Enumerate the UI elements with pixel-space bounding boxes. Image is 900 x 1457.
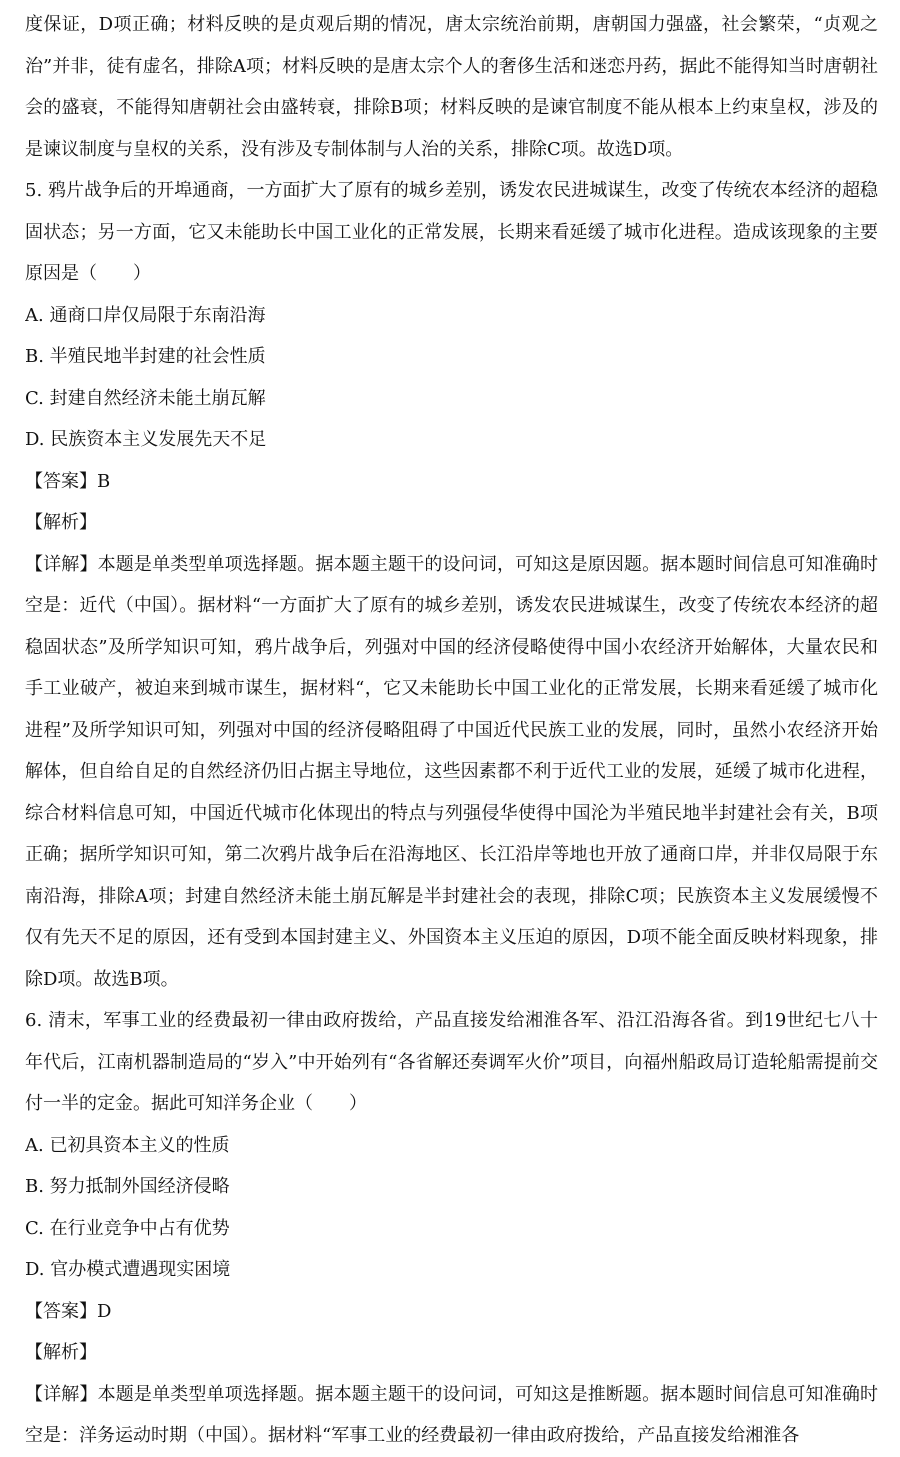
question-6-stem: 6. 清末，军事工业的经费最初一律由政府拨给，产品直接发给湘淮各军、沿江沿海各省。到19世纪七八十年代后，江南机器制造局的“岁入”中开始列有“各省解还奏调军火价”项目，向福州船政局订造轮船需提前交付一半的定金。据此可知洋务企业（ ） <box>25 1010 878 1114</box>
question-6-option-c: C. 在行业竞争中占有优势 <box>25 1217 230 1239</box>
question-5-option-d: D. 民族资本主义发展先天不足 <box>25 429 267 450</box>
question-6-detail: 【详解】本题是单类型单项选择题。据本题主题干的设问词，可知这是推断题。据本题时间信息可知准确时空是：洋务运动时期（中国）。据材料“军事工业的经费最初一律由政府拨给，产品直接发给湘淮各 <box>25 1383 878 1446</box>
previous-explanation-tail: 度保证，D项正确；材料反映的是贞观后期的情况，唐太宗统治前期，唐朝国力强盛，社会繁荣，“贞观之治”并非，徒有虚名，排除A项；材料反映的是唐太宗个人的奢侈生活和迷恋丹药，据此不能得知当时唐朝社会的盛衰，不能得知唐朝社会由盛转衰，排除B项；材料反映的是谏官制度不能从根本上约束皇权，涉及的是谏议制度与皇权的关系，没有涉及专制体制与人治的关系，排除C项。故选D项。 <box>25 14 878 160</box>
question-5-answer: 【答案】B <box>25 470 111 492</box>
question-6-analysis-label: 【解析】 <box>25 1342 97 1363</box>
question-5-detail: 【详解】本题是单类型单项选择题。据本题主题干的设问词，可知这是原因题。据本题时间信息可知准确时空是：近代（中国）。据材料“一方面扩大了原有的城乡差别，诱发农民进城谋生，改变了传统农本经济的超稳固状态”及所学知识可知，鸦片战争后，列强对中国的经济侵略使得中国小农经济开始解体，大量农民和手工业破产，被迫来到城市谋生，据材料“，它又未能助长中国工业化的正常发展，长期来看延缓了城市化进程”及所学知识可知，列强对中国的经济侵略阻碍了中国近代民族工业的发展，同时，虽然小农经济开始解体，但自给自足的自然经济仍旧占据主导地位，这些因素都不利于近代工业的发展，延缓了城市化进程，综合材料信息可知，中国近代城市化体现出的特点与列强侵华使得中国沦为半殖民地半封建社会有关，B项正确；据所学知识可知，第二次鸦片战争后在沿海地区、长江沿岸等地也开放了通商口岸，并非仅局限于东南沿海，排除A项；封建自然经济未能土崩瓦解是半封建社会的表现，排除C项；民族资本主义发展缓慢不仅有先天不足的原因，还有受到本国封建主义、外国资本主义压迫的原因，D项不能全面反映材料现象，排除D项。故选B项。 <box>25 553 878 990</box>
question-6-option-d: D. 官办模式遭遇现实困境 <box>25 1259 231 1280</box>
question-6-answer: 【答案】D <box>25 1300 112 1322</box>
question-5-stem: 5. 鸦片战争后的开埠通商，一方面扩大了原有的城乡差别，诱发农民进城谋生，改变了传统农本经济的超稳固状态；另一方面，它又未能助长中国工业化的正常发展，长期来看延缓了城市化进程。造成该现象的主要原因是（ ） <box>25 180 878 284</box>
question-6-option-a: A. 已初具资本主义的性质 <box>25 1134 230 1156</box>
question-6-option-b: B. 努力抵制外国经济侵略 <box>25 1176 230 1197</box>
question-5-option-b: B. 半殖民地半封建的社会性质 <box>25 346 266 367</box>
question-6-options <box>25 1125 878 1291</box>
question-5-option-c: C. 封建自然经济未能土崩瓦解 <box>25 387 266 409</box>
question-5-analysis-label: 【解析】 <box>25 512 97 533</box>
question-5-options <box>25 295 878 461</box>
question-5-option-a: A. 通商口岸仅局限于东南沿海 <box>25 304 266 326</box>
